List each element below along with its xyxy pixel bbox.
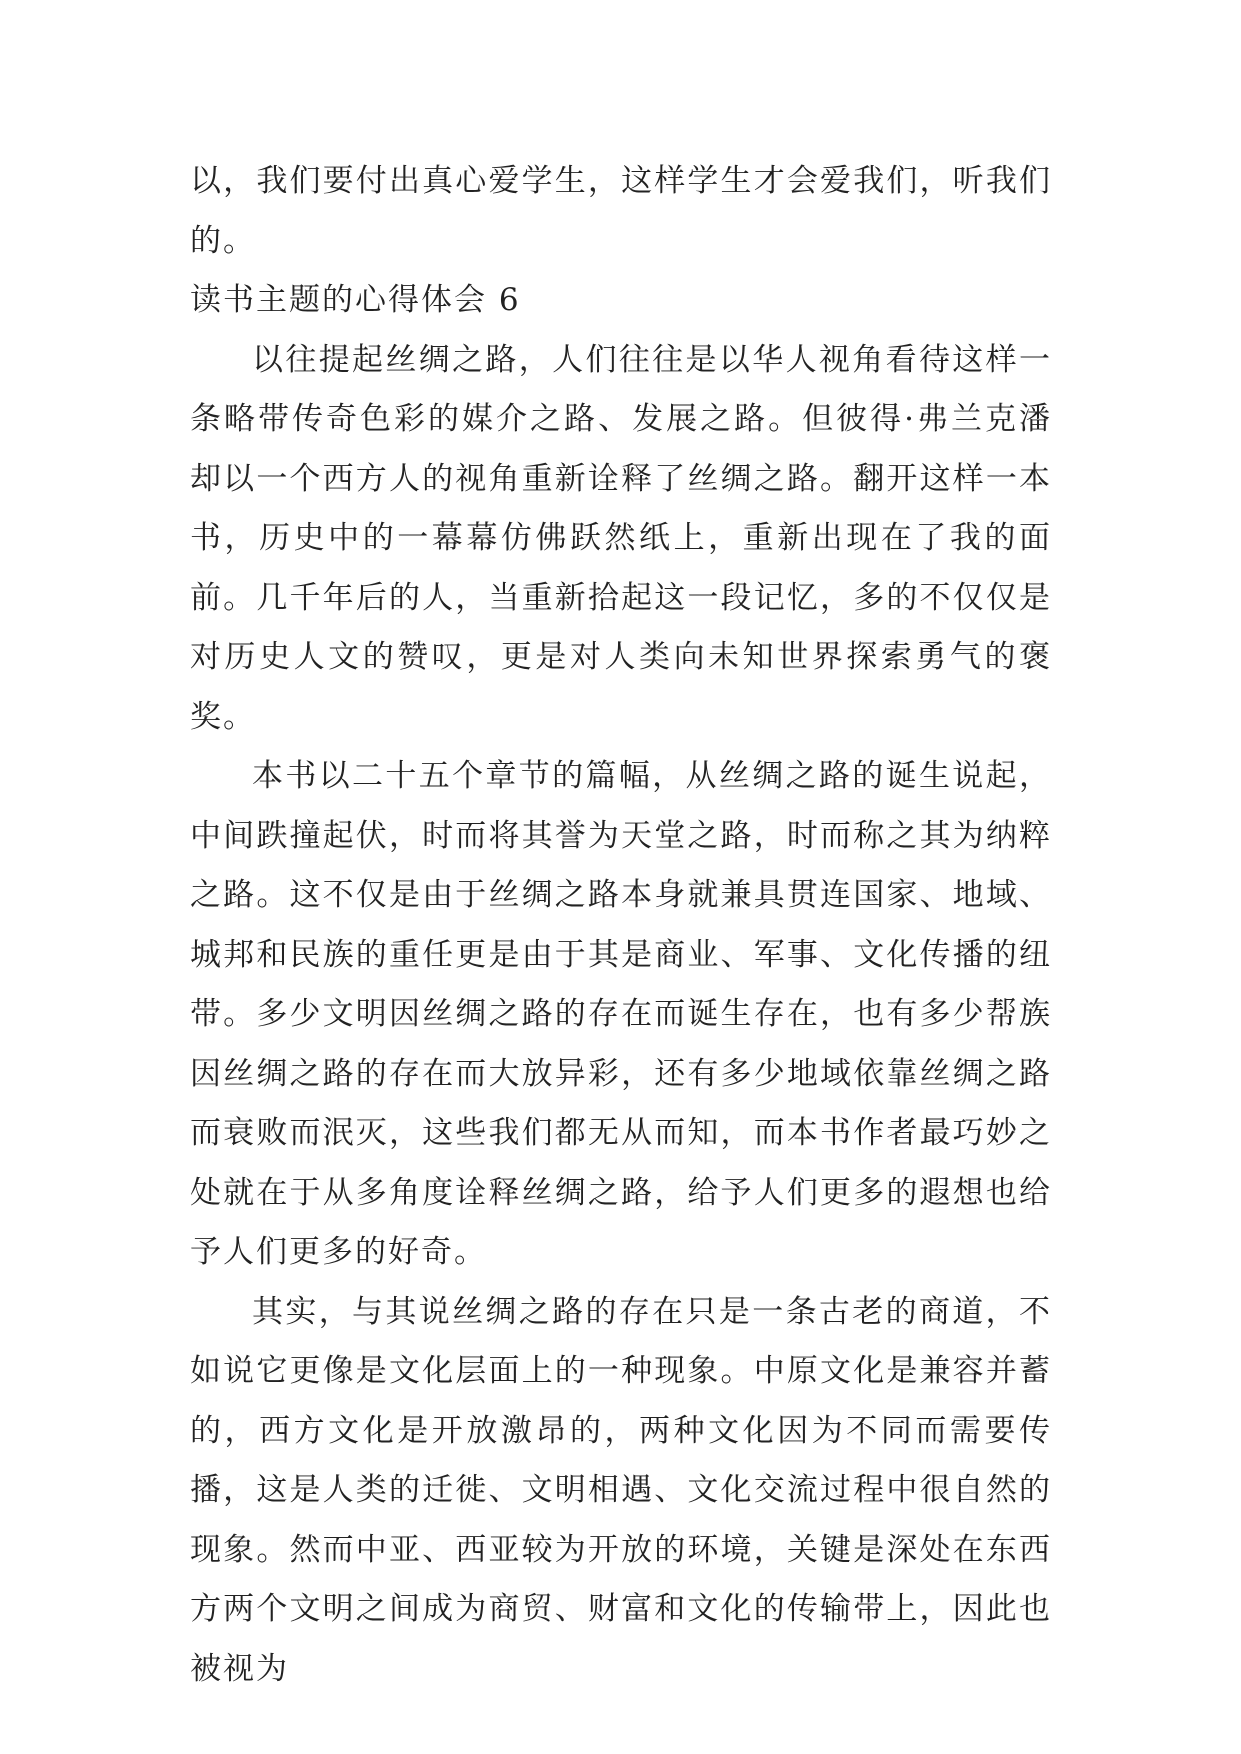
section-title: 读书主题的心得体会 6 [190,282,521,318]
document-body [190,152,1052,1699]
body-paragraph-2: 本书以二十五个章节的篇幅，从丝绸之路的诞生说起，中间跌撞起伏，时而将其誉为天堂之路，时而称之其为纳粹之路。这不仅是由于丝绸之路本身就兼具贯连国家、地域、城邦和民族的重任更是由于其是商业、军事、文化传播的纽带。多少文明因丝绸之路的存在而诞生存在，也有多少帮族因丝绸之路的存在而大放异彩，还有多少地域依靠丝绸之路而衰败而泯灭，这些我们都无从而知，而本书作者最巧妙之处就在于从多角度诠释丝绸之路，给予人们更多的遐想也给予人们更多的好奇。 [190,758,1052,1270]
body-paragraph-1: 以往提起丝绸之路，人们往往是以华人视角看待这样一条略带传奇色彩的媒介之路、发展之路。但彼得·弗兰克潘却以一个西方人的视角重新诠释了丝绸之路。翻开这样一本书，历史中的一幕幕仿佛跃然纸上，重新出现在了我的面前。几千年后的人，当重新拾起这一段记忆，多的不仅仅是对历史人文的赞叹，更是对人类向未知世界探索勇气的褒奖。 [190,341,1052,735]
body-paragraph-3: 其实，与其说丝绸之路的存在只是一条古老的商道，不如说它更像是文化层面上的一种现象。中原文化是兼容并蓄的，西方文化是开放激昂的，两种文化因为不同而需要传播，这是人类的迁徙、文明相遇、文化交流过程中很自然的现象。然而中亚、西亚较为开放的环境，关键是深处在东西方两个文明之间成为商贸、财富和文化的传输带上，因此也被视为 [190,1293,1052,1687]
continued-paragraph: 以，我们要付出真心爱学生，这样学生才会爱我们，听我们的。 [190,163,1052,259]
